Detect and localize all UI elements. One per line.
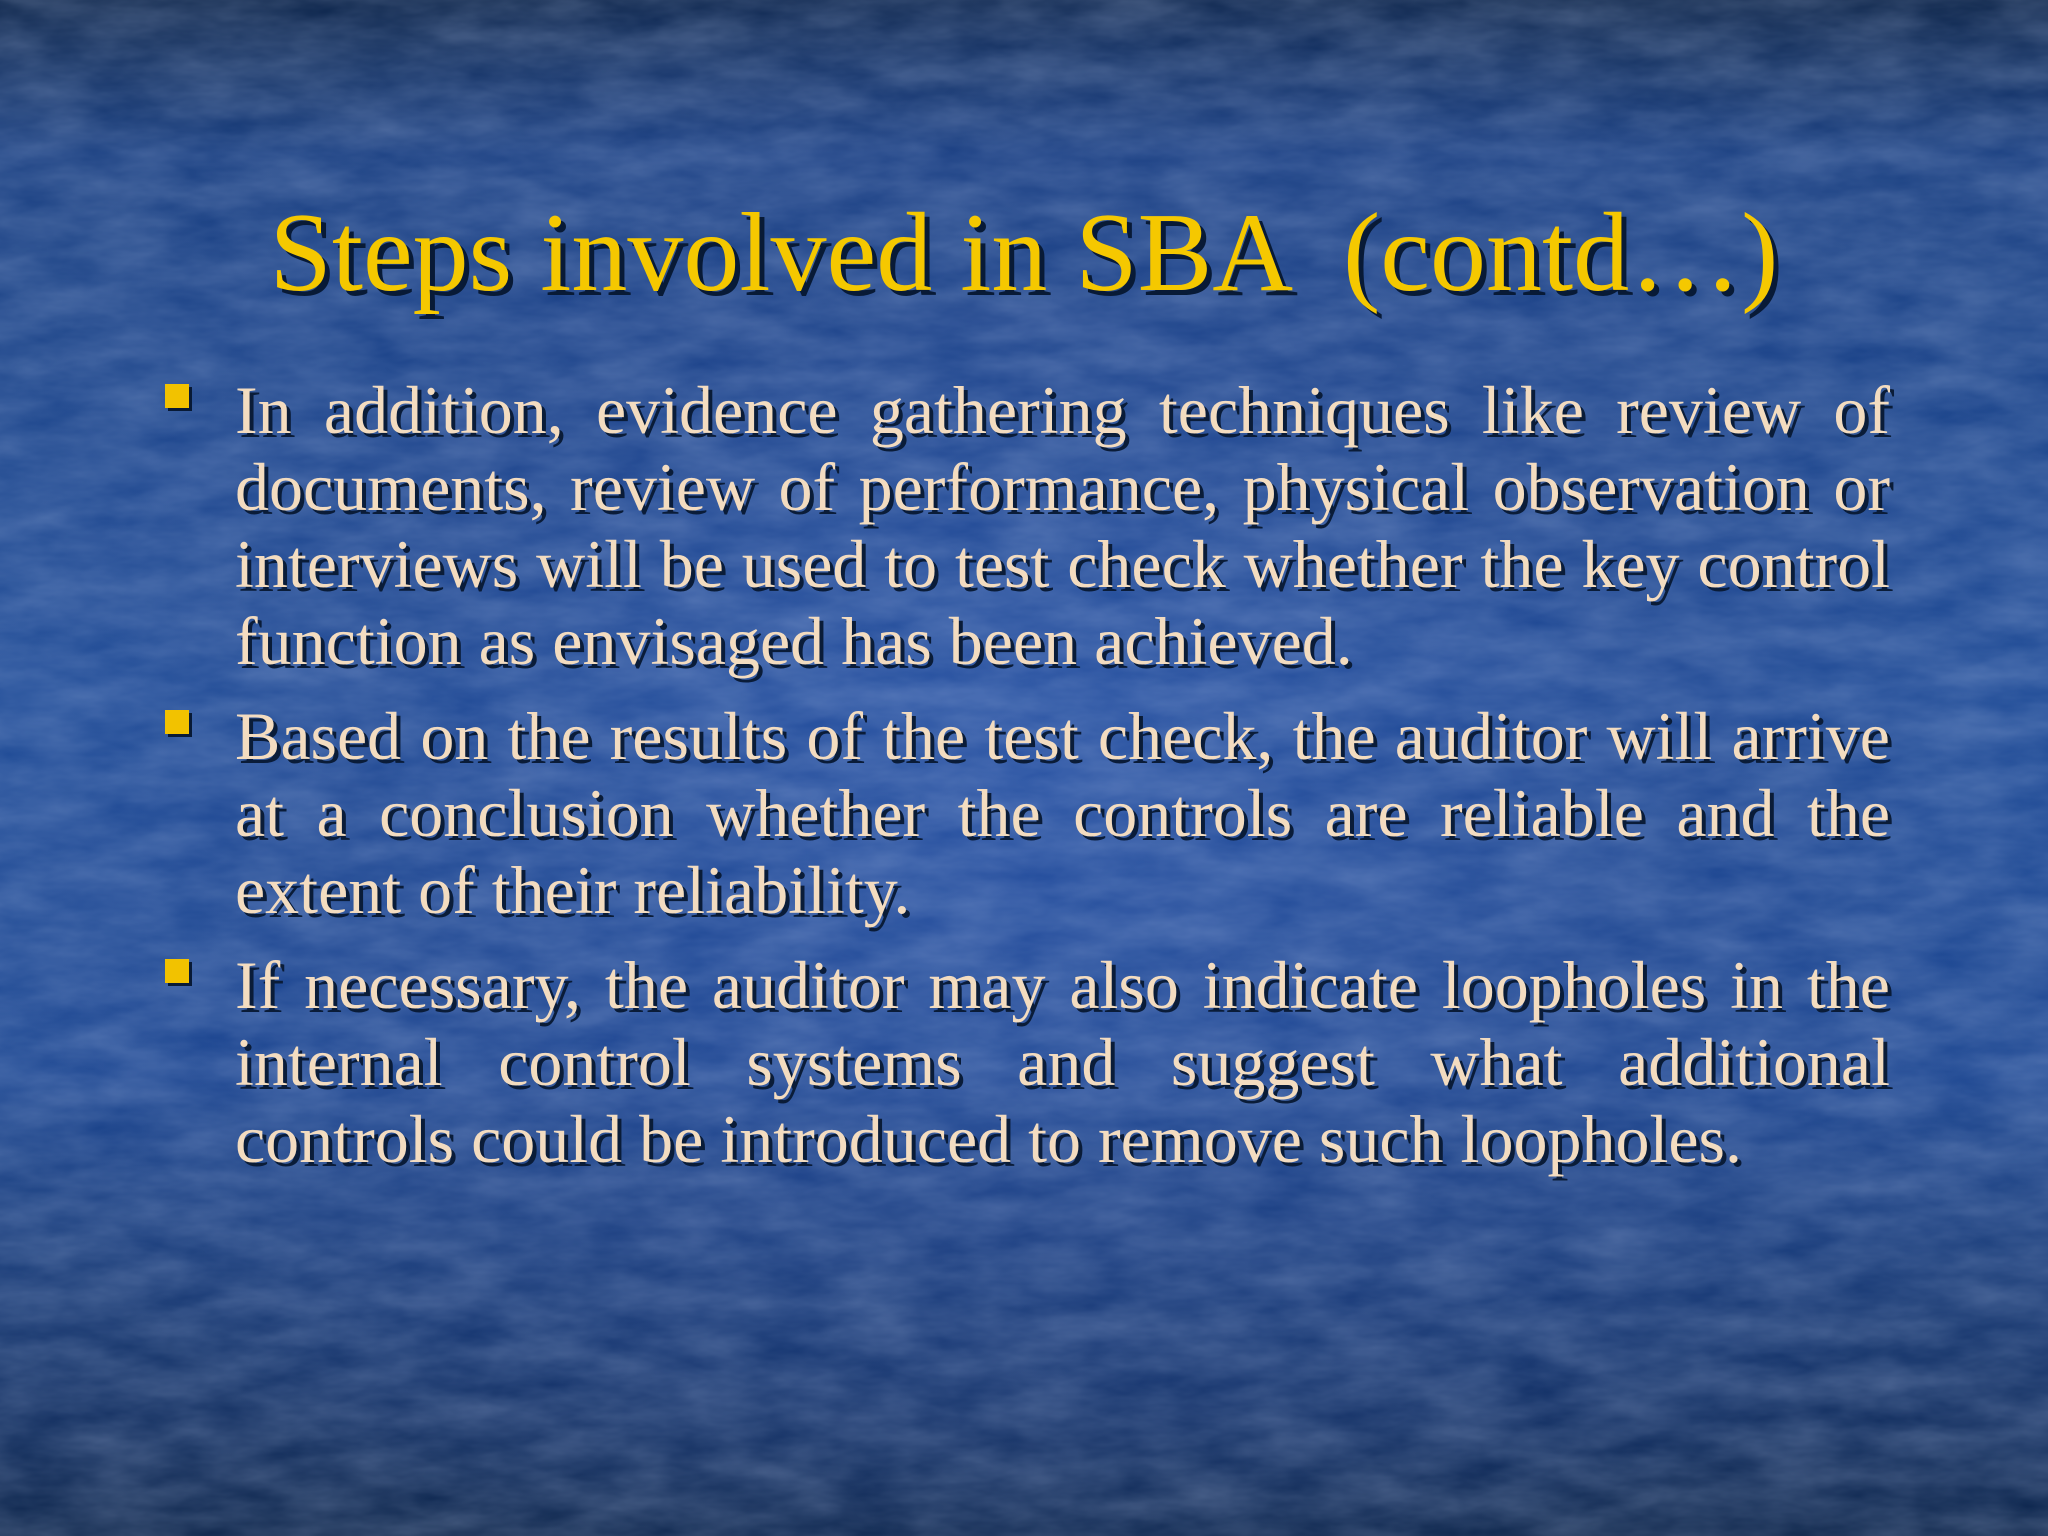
bullet-text: If necessary, the auditor may also indicate loopholes in the internal control systems and suggest what additional controls could be introduced to remove such loopholes.: [235, 947, 1890, 1177]
square-bullet-icon: [165, 384, 189, 408]
list-item: [155, 947, 1890, 1178]
bullet-text: In addition, evidence gathering techniques like review of documents, review of performance, physical observation or interviews will be used to test check whether the key control function as envisaged has been achieved.: [235, 372, 1890, 679]
list-item: [155, 372, 1890, 680]
square-bullet-icon: [165, 959, 189, 983]
bullet-list: [155, 372, 1890, 1196]
slide-title: Steps involved in SBA (contd…): [269, 191, 1779, 315]
list-item: [155, 698, 1890, 929]
square-bullet-icon: [165, 710, 189, 734]
bullet-text: Based on the results of the test check, the auditor will arrive at a conclusion whether the controls are reliable and the extent of their reliability.: [235, 698, 1890, 928]
